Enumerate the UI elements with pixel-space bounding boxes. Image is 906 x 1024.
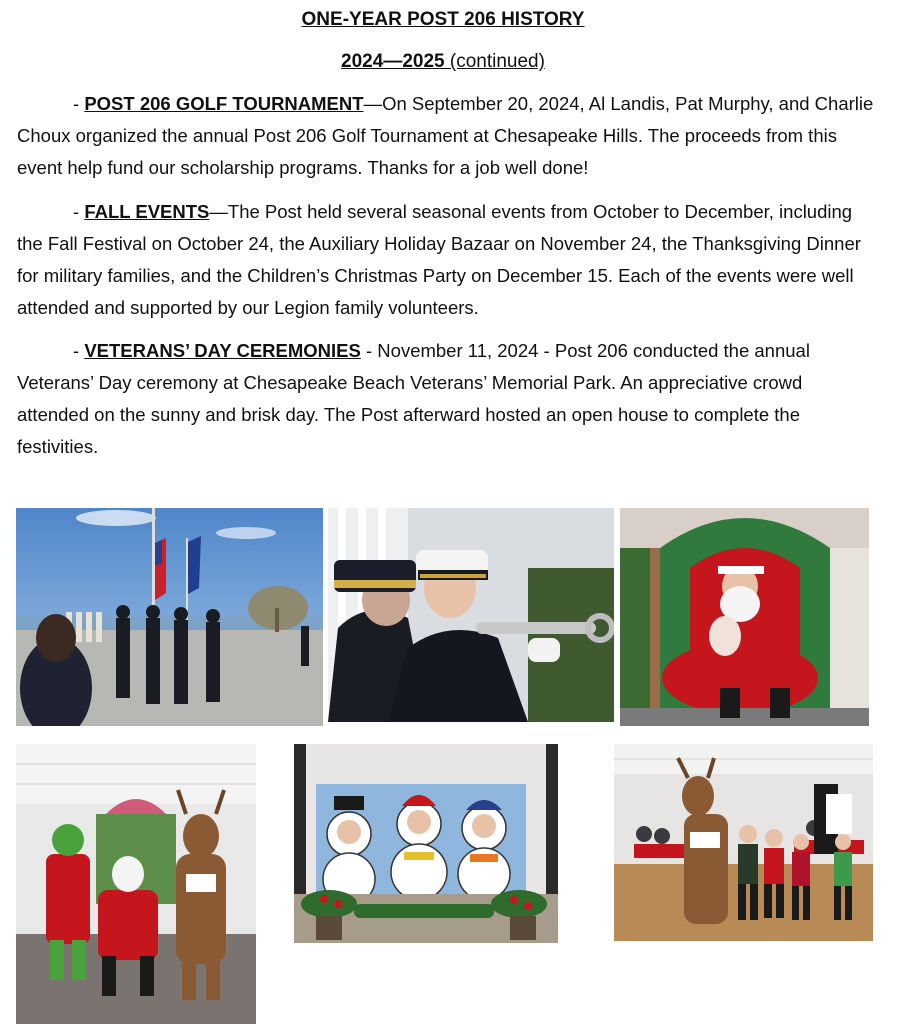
fall-events-paragraph <box>17 196 877 324</box>
years-range: 2024—2025 <box>341 51 445 72</box>
section-text-veterans: - November 11, 2024 - Post 206 conducted the annual Veterans’ Day ceremony at Chesapeake Beach Veterans’ Memorial Park. An appreciative crowd attended on the sunny and brisk day. The Post afterward hosted an open house to complete the festivities. <box>17 340 810 457</box>
continued-note: (continued) <box>444 51 545 72</box>
veterans-day-paragraph <box>17 335 877 463</box>
section-text-golf: —On September 20, 2024, Al Landis, Pat Murphy, and Charlie Choux organized the annual Post 206 Golf Tournament at Chesapeake Hills. The proceeds from this event help fund our scholarship programs. Thanks for a job well done! <box>17 93 874 178</box>
veterans-day-ceremony-photo <box>16 508 323 726</box>
reindeer-dancing-children-photo <box>614 744 873 941</box>
golf-tournament-paragraph <box>17 88 877 184</box>
santa-with-child-photo <box>620 508 869 726</box>
section-heading-veterans: VETERANS’ DAY CEREMONIES <box>84 340 361 361</box>
page-subtitle <box>0 51 886 73</box>
section-heading-fall: FALL EVENTS <box>84 201 210 222</box>
section-prefix: - <box>73 93 85 114</box>
section-text-fall: —The Post held several seasonal events from October to December, including the Fall Festival on October 24, the Auxiliary Holiday Bazaar on November 24, the Thanksgiving Dinner for military families, and the Children’s Christmas Party on December 15. Each of the events were well attended and supported by our Legion family volunteers. <box>17 201 861 318</box>
grinch-santa-reindeer-photo <box>16 744 256 1024</box>
section-heading-golf: POST 206 GOLF TOURNAMENT <box>84 93 364 114</box>
section-prefix: - <box>73 201 85 222</box>
bugler-photo <box>328 508 614 722</box>
section-prefix: - <box>73 340 85 361</box>
page-title: ONE-YEAR POST 206 HISTORY <box>301 9 585 30</box>
snowman-photo-board <box>294 744 558 943</box>
